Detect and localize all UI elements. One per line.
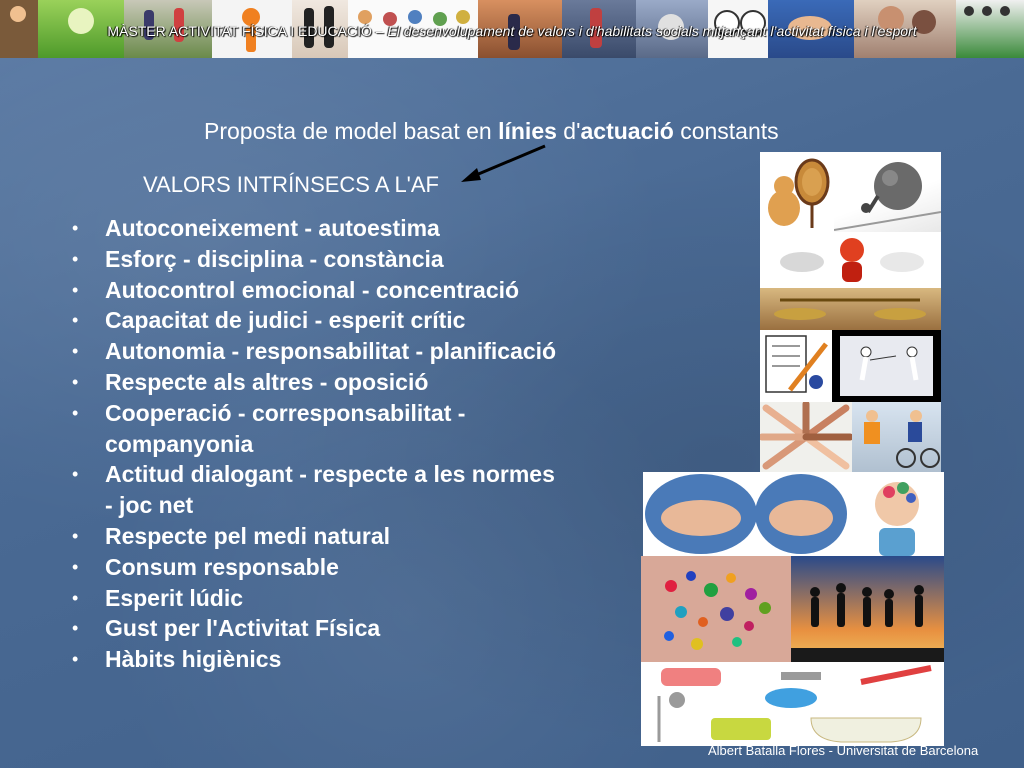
list-item: • Respecte pel medi natural	[72, 521, 647, 552]
list-item: • Autocontrol emocional - concentració	[72, 275, 647, 306]
banner-title-plain: MÀSTER ACTIVITAT FÍSICA I EDUCACIÓ –	[107, 23, 388, 39]
values-list	[72, 213, 647, 675]
title-bold-lines: línies	[498, 118, 557, 144]
footer-credit: Albert Batalla Flores - Universitat de Barcelona	[708, 743, 979, 758]
image-consumer-goods	[641, 556, 791, 662]
image-brain-head	[851, 472, 944, 556]
image-devil-angel	[760, 232, 941, 288]
title-bold-actuacio: actuació	[580, 118, 674, 144]
section-subtitle: VALORS INTRÍNSECS A L'AF	[143, 172, 439, 197]
image-scales	[760, 288, 941, 330]
banner-title	[0, 22, 1024, 40]
image-road-safety	[852, 402, 941, 472]
list-item: • Cooperació - corresponsabilitat -	[72, 398, 647, 429]
image-fencing	[832, 330, 941, 402]
list-item-continuation: companyonia	[105, 430, 254, 457]
list-item-continuation: - joc net	[105, 492, 194, 519]
list-item: • Esforç - disciplina - constància	[72, 244, 647, 275]
list-item: • Autoconeixement - autoestima	[72, 213, 647, 244]
title-text-3: constants	[673, 118, 779, 144]
arrow-icon	[455, 140, 555, 190]
list-item: • Esperit lúdic	[72, 583, 647, 614]
list-item: • Actitud dialogant - respecte a les normes	[72, 459, 647, 490]
image-hands-circle	[760, 402, 852, 472]
banner-title-italic: El desenvolupament de valors i d’habilitats socials mitjançant l’activitat física i l’esport	[387, 23, 917, 39]
list-item: • Hàbits higiènics	[72, 644, 647, 675]
title-text-1: Proposta de model basat en	[204, 118, 499, 144]
list-item: • Respecte als altres - oposició	[72, 367, 647, 398]
image-boulder-push	[834, 152, 941, 232]
list-item: • Gust per l'Activitat Física	[72, 613, 647, 644]
image-hands-globe	[643, 472, 851, 556]
image-cat-mirror	[760, 152, 834, 232]
image-checklist	[760, 330, 832, 402]
title-text-2: d'	[556, 118, 581, 144]
list-item: • Autonomia - responsabilitat - planificació	[72, 336, 647, 367]
header-banner	[0, 0, 1024, 58]
image-runners-sunset	[791, 556, 944, 662]
list-item: • Consum responsable	[72, 552, 647, 583]
image-hygiene	[641, 662, 944, 746]
list-item: • Capacitat de judici - esperit crític	[72, 305, 647, 336]
